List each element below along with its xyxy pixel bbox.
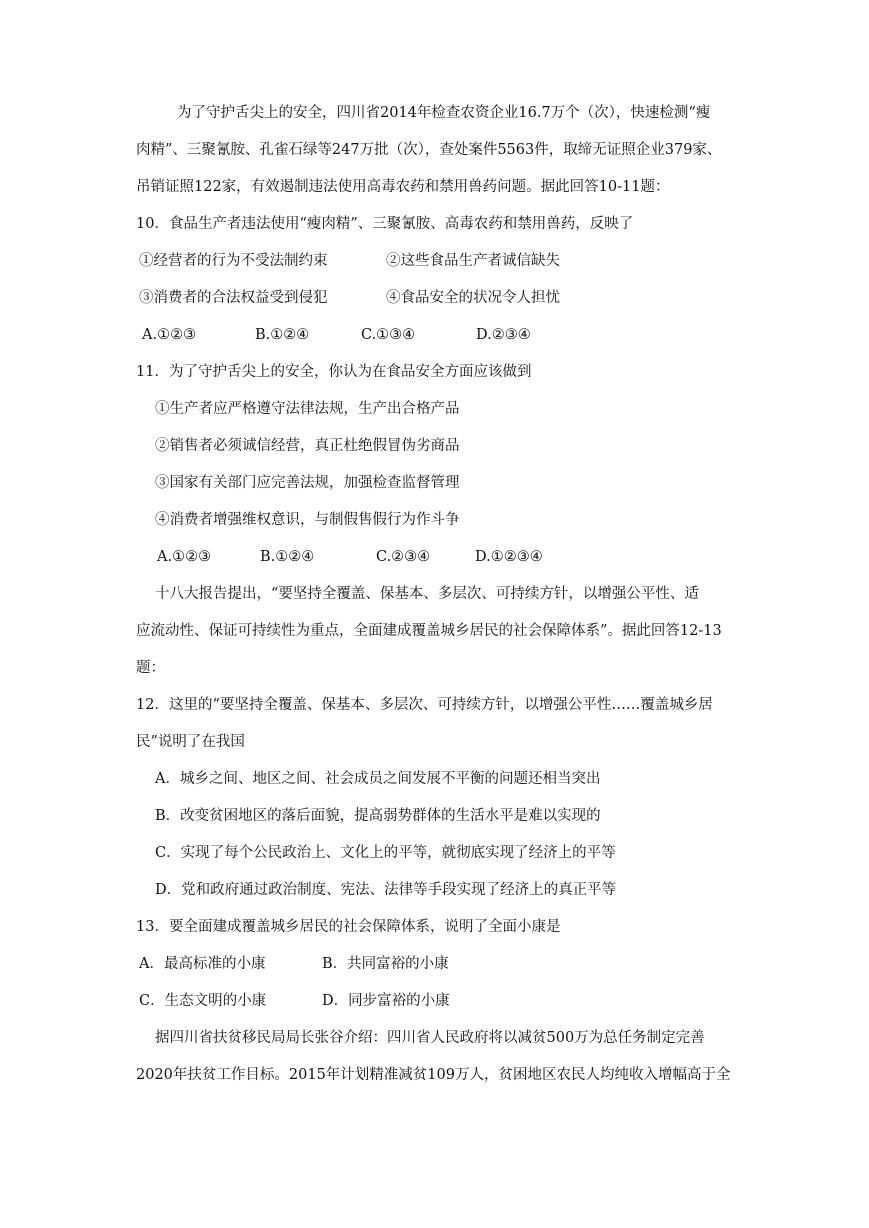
- q13-option-d: D．同步富裕的小康: [322, 993, 450, 1009]
- q12-option-d: D．党和政府通过政治制度、宪法、法律等手段实现了经济上的真正平等: [155, 882, 617, 898]
- q12-stem-line-1: 12．这里的“要坚持全覆盖、保基本、多层次、可持续方针，以增强公平性……覆盖城乡居: [136, 697, 713, 713]
- q11-choice-b: B.①②④: [260, 549, 315, 565]
- q10-stem: 10．食品生产者违法使用“瘦肉精”、三聚氰胺、高毒农药和禁用兽药，反映了: [136, 216, 634, 232]
- q13-option-b: B．共同富裕的小康: [322, 956, 449, 972]
- q13-option-a: A．最高标准的小康: [139, 956, 266, 972]
- q11-stem: 11．为了守护舌尖上的安全，你认为在食品安全方面应该做到: [136, 364, 532, 380]
- q10-item-2: ②这些食品生产者诚信缺失: [386, 253, 560, 269]
- q10-choice-d: D.②③④: [476, 327, 531, 343]
- q12-option-a: A．城乡之间、地区之间、社会成员之间发展不平衡的问题还相当突出: [155, 771, 601, 787]
- q11-choice-c: C.②③④: [376, 549, 431, 565]
- q11-item-2: ②销售者必须诚信经营，真正杜绝假冒伪劣商品: [155, 438, 460, 454]
- passage1-line-1: 为了守护舌尖上的安全，四川省2014年检查农资企业16.7万个（次），快速检测“瘦: [177, 105, 711, 121]
- passage2-line-3: 题：: [136, 660, 165, 676]
- passage3-line-2: 2020年扶贫工作目标。2015年计划精准减贫109万人，贫困地区农民人均纯收入增幅高于全: [136, 1067, 731, 1083]
- q11-item-1: ①生产者应严格遵守法律法规，生产出合格产品: [155, 401, 460, 417]
- q10-item-3: ③消费者的合法权益受到侵犯: [139, 290, 328, 306]
- q10-choice-c: C.①③④: [361, 327, 416, 343]
- passage1-line-2: 肉精”、三聚氰胺、孔雀石绿等247万批（次），查处案件5563件，取缔无证照企业379家、: [136, 142, 722, 158]
- q11-item-3: ③国家有关部门应完善法规，加强检查监督管理: [155, 475, 460, 491]
- passage2-line-1: 十八大报告提出，“要坚持全覆盖、保基本、多层次、可持续方针，以增强公平性、适: [155, 586, 699, 602]
- q12-stem-line-2: 民”说明了在我国: [136, 734, 245, 750]
- q12-option-c: C．实现了每个公民政治上、文化上的平等，就彻底实现了经济上的平等: [155, 845, 616, 861]
- q13-stem: 13．要全面建成覆盖城乡居民的社会保障体系，说明了全面小康是: [136, 919, 561, 935]
- passage1-line-3: 吊销证照122家，有效遏制违法使用高毒农药和禁用兽药问题。据此回答10-11题：: [136, 179, 670, 195]
- q12-option-b: B．改变贫困地区的落后面貌，提高弱势群体的生活水平是难以实现的: [155, 808, 601, 824]
- passage3-line-1: 据四川省扶贫移民局局长张谷介绍：四川省人民政府将以减贫500万为总任务制定完善: [155, 1030, 705, 1046]
- q10-item-4: ④食品安全的状况令人担忧: [386, 290, 560, 306]
- q13-option-c: C．生态文明的小康: [139, 993, 267, 1009]
- q10-choice-b: B.①②④: [255, 327, 310, 343]
- q11-choice-a: A.①②③: [157, 549, 212, 565]
- passage2-line-2: 应流动性、保证可持续性为重点，全面建成覆盖城乡居民的社会保障体系”。据此回答12-13: [136, 623, 722, 639]
- q10-item-1: ①经营者的行为不受法制约束: [139, 253, 328, 269]
- q10-choice-a: A.①②③: [142, 327, 197, 343]
- q11-choice-d: D.①②③④: [475, 549, 543, 565]
- q11-item-4: ④消费者增强维权意识，与制假售假行为作斗争: [155, 512, 460, 528]
